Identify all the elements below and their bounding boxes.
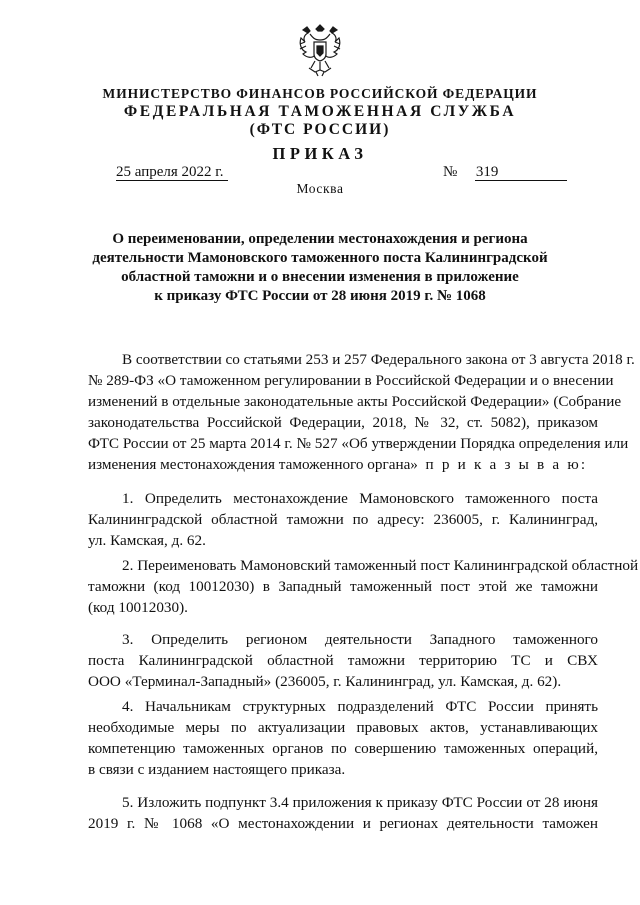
clause-3 [88,630,598,693]
text-line: таможни (код 10012030) в Западный таможенный пост этой же таможни [88,578,598,595]
clause-4 [88,697,598,781]
clause-5 [88,793,598,835]
city: Москва [296,181,344,196]
order-title [0,230,640,306]
title-line: О переименовании, определении местонахождения и региона [112,231,528,247]
text-line: ООО «Терминал-Западный» (236005, г. Калининград, ул. Камская, д. 62). [88,673,562,690]
text-line: В соответствии со статьями 253 и 257 Федерального закона от 3 августа 2018 г. [122,351,635,368]
title-line: деятельности Мамоновского таможенного поста Калининградской [92,250,548,266]
text-line: (код 10012030). [88,599,188,616]
title-line: к приказу ФТС России от 28 июня 2019 г. № 1068 [154,288,486,304]
text-line: 1. Определить местонахождение Мамоновского таможенного поста [122,490,598,507]
text-line: Калининградской областной таможни по адресу: 236005, г. Калининград, [88,511,598,528]
text-line [88,455,598,476]
text-line: № 289-ФЗ «О таможенном регулировании в Российской Федерации и о внесении [88,372,614,389]
clause-2 [88,556,639,619]
order-number-block [443,164,498,181]
text-line: законодательства Российской Федерации, 2018, № 32, ст. 5082), приказом [88,414,598,431]
order-date: 25 апреля 2022 г. [116,164,224,180]
number-label: № [443,164,458,180]
title-line: областной таможни и о внесении изменения в приложение [121,269,519,285]
text-line: необходимые меры по актуализации правовых актов, устанавливающих [88,719,598,736]
clause-1 [88,489,598,552]
order-word: п р и к а з ы в а ю: [425,456,588,473]
text-line: в связи с изданием настоящего приказа. [88,761,346,778]
ministry-name: МИНИСТЕРСТВО ФИНАНСОВ РОССИЙСКОЙ ФЕДЕРАЦИИ [102,86,538,101]
service-name: ФЕДЕРАЛЬНАЯ ТАМОЖЕННАЯ СЛУЖБА [123,103,517,120]
text-line: 2. Переименовать Мамоновский таможенный пост Калининградской областной [122,557,639,574]
service-abbreviation: (ФТС РОССИИ) [249,121,391,138]
text-line: компетенцию таможенных органов по совершению таможенных операций, [88,740,598,757]
text-line: ФТС России от 25 марта 2014 г. № 527 «Об утверждении Порядка определения или [88,435,629,452]
text-line: ул. Камская, д. 62. [88,532,206,549]
text-line: изменений в отдельные законодательные акты Российской Федерации» (Собрание [88,393,622,410]
text-line: поста Калининградской областной таможни территорию ТС и СВХ [88,652,598,669]
text-line: 4. Начальникам структурных подразделений ФТС России принять [122,698,598,715]
text-line: 5. Изложить подпункт 3.4 приложения к приказу ФТС России от 28 июня [122,794,598,811]
text-line: 3. Определить регионом деятельности Западного таможенного [122,631,598,648]
text-fragment: изменения местонахождения таможенного органа» [88,456,418,473]
preamble-paragraph [88,350,635,476]
text-line: 2019 г. № 1068 «О местонахождении и регионах деятельности таможен [88,815,598,832]
document-type: ПРИКАЗ [272,144,368,163]
order-number: 319 [475,164,499,180]
russian-double-headed-eagle-emblem-icon [297,24,343,78]
